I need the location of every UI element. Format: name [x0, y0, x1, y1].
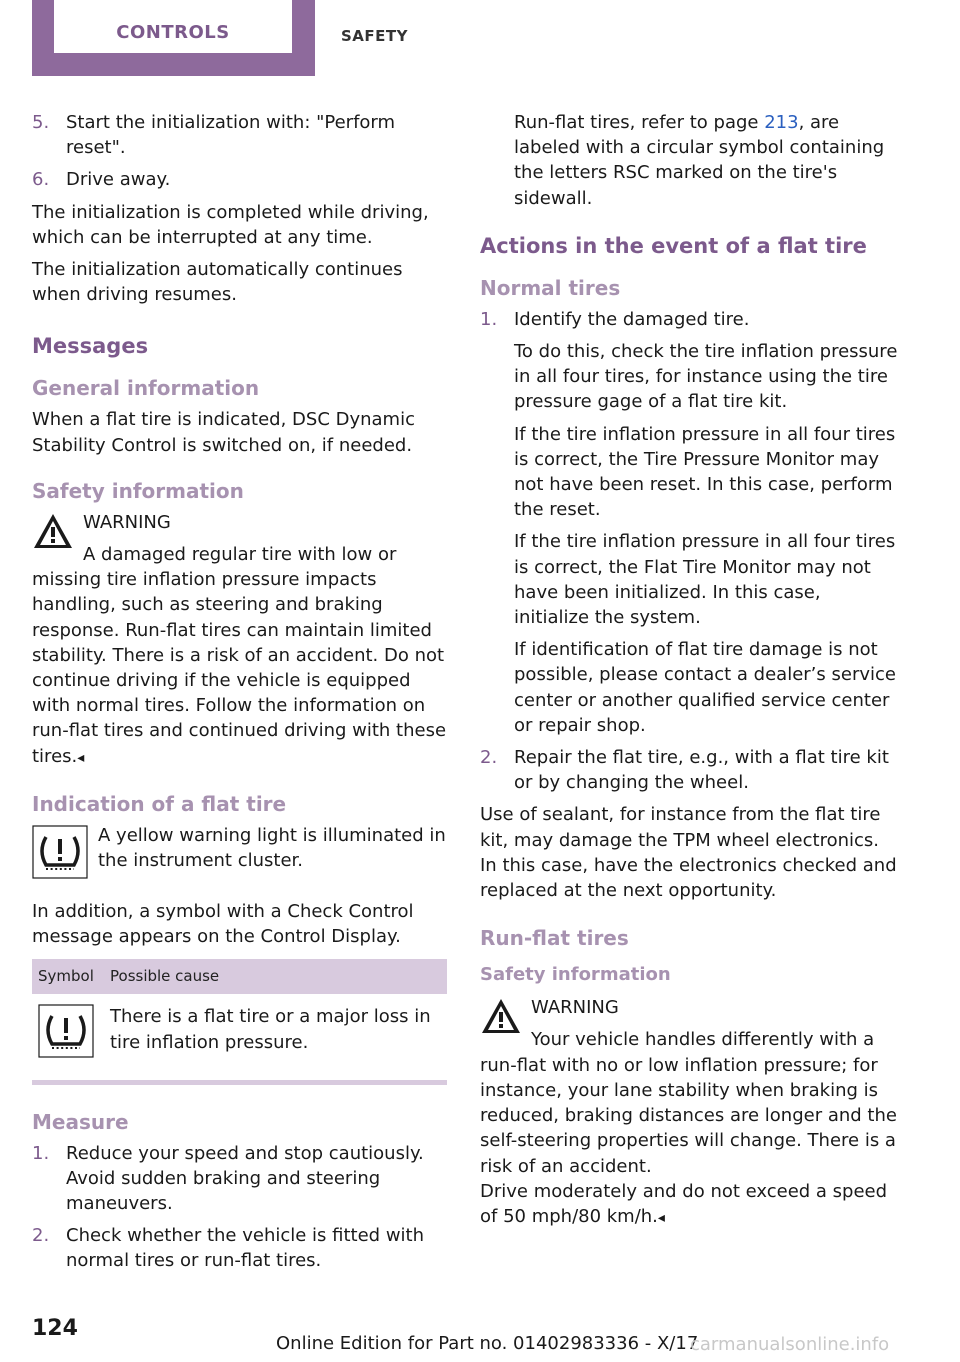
- general-information-heading: General information: [32, 376, 260, 401]
- page-number: 124: [32, 1316, 78, 1341]
- normal-tires-heading: Normal tires: [480, 275, 621, 300]
- end-mark: ◂: [77, 749, 85, 766]
- run-flat-heading: Run-flat tires: [480, 926, 629, 951]
- table-header-symbol: Symbol: [32, 959, 104, 994]
- warning-label: WARNING: [83, 511, 171, 533]
- list-item: 2. Repair the flat tire, e.g., with a flat tire kit or by changing the wheel.: [480, 747, 889, 794]
- warning-block: [32, 510, 447, 771]
- list-item: 1. Identify the damaged tire. To do this, check the tire inflation pressure in all four tires, for instance using the tire pressure gage of a flat tire kit. If the tire inflation pressure in all four tires is correct, the Tire Pressure Monitor may not have been reset. In this case, perform the reset. If the tire inflation pressure in all four tires is correct, the Flat Tire Monitor may not have been initialized. In this case, initialize the system. If identification of flat tire damage is not possible, please contact a dealer’s service center or another qualified service center or repair shop.: [480, 308, 898, 736]
- end-mark: ◂: [657, 1209, 665, 1226]
- warning-text: Your vehicle handles differently with a run-flat with no or low inflation pressure; for instance, your lane stability when braking is reduced, braking distances are longer and the self-steering properties will change. There is a risk of an accident.: [480, 1029, 897, 1177]
- symbol-table: [32, 959, 447, 1075]
- warning-triangle-icon: [480, 997, 522, 1035]
- speed-text: Drive moderately and do not exceed a speed of 50 mph/80 km/h.: [480, 1180, 888, 1227]
- page-link[interactable]: 213: [764, 112, 799, 133]
- warning-text: A damaged regular tire with low or missing tire inflation pressure impacts handling, such as steering and braking response. Run-flat tires can maintain limited stability. There is a risk of an accident. Do not continue driving if the vehicle is equipped with normal tires. Follow the information on run-flat tires and continued driving with these tires.: [32, 544, 447, 767]
- tab-controls-label: CONTROLS: [116, 22, 230, 43]
- indicator-block: [32, 823, 447, 885]
- safety-information-heading: Safety information: [32, 478, 244, 503]
- warning-label: WARNING: [531, 997, 619, 1019]
- warning-triangle-icon: [32, 512, 74, 550]
- measure-steps: [32, 1141, 447, 1274]
- messages-heading: Messages: [32, 334, 149, 359]
- table-header-cause: Possible cause: [104, 959, 447, 994]
- paragraph: The initialization is completed while driving, which can be interrupted at any time.: [32, 201, 429, 248]
- table-cell-cause: There is a flat tire or a major loss in tire inflation pressure.: [110, 1006, 431, 1053]
- paragraph: In addition, a symbol with a Check Control message appears on the Control Display.: [32, 900, 414, 948]
- action-steps: [480, 307, 898, 796]
- list-item: 6. Drive away.: [32, 169, 171, 191]
- left-column: [32, 110, 447, 1281]
- actions-heading: Actions in the event of a flat tire: [480, 233, 867, 258]
- tire-pressure-warning-icon: [32, 825, 88, 879]
- footer-edition: Online Edition for Part no. 01402983336 - X/17: [276, 1333, 699, 1354]
- list-item: 1. Reduce your speed and stop cautiously. Avoid sudden braking and steering maneuvers.: [32, 1142, 424, 1215]
- warning-block: [480, 995, 898, 1178]
- safety-information-heading: Safety information: [480, 964, 671, 986]
- divider: [32, 1080, 447, 1085]
- rsc-paragraph: Run-flat tires, refer to page 213, are labeled with a circular symbol containing the letters RSC marked on the tire's sidewall.: [514, 112, 885, 209]
- reset-steps: [32, 110, 447, 193]
- table-row: [32, 994, 447, 1075]
- tire-pressure-warning-icon: [38, 1004, 94, 1058]
- tab-bar: [0, 0, 960, 76]
- paragraph: When a flat tire is indicated, DSC Dynamic Stability Control is switched on, if needed.: [32, 409, 415, 456]
- indication-text: A yellow warning light is illuminated in the instrument cluster.: [98, 824, 446, 872]
- tab-safety[interactable]: SAFETY: [341, 27, 408, 45]
- watermark: carmanualsonline.info: [690, 1334, 890, 1355]
- right-column: [480, 110, 898, 1238]
- paragraph: The initialization automatically continues when driving resumes.: [32, 259, 403, 306]
- list-item: 2. Check whether the vehicle is fitted with normal tires or run-flat tires.: [32, 1225, 425, 1272]
- indication-heading: Indication of a flat tire: [32, 791, 287, 816]
- measure-heading: Measure: [32, 1109, 129, 1134]
- paragraph: Use of sealant, for instance from the flat tire kit, may damage the TPM wheel electronics. In this case, have the electronics checked and replaced at the next opportunity.: [480, 804, 897, 902]
- tab-controls[interactable]: [32, 0, 315, 76]
- list-item: 5. Start the initialization with: "Perform reset".: [32, 112, 396, 159]
